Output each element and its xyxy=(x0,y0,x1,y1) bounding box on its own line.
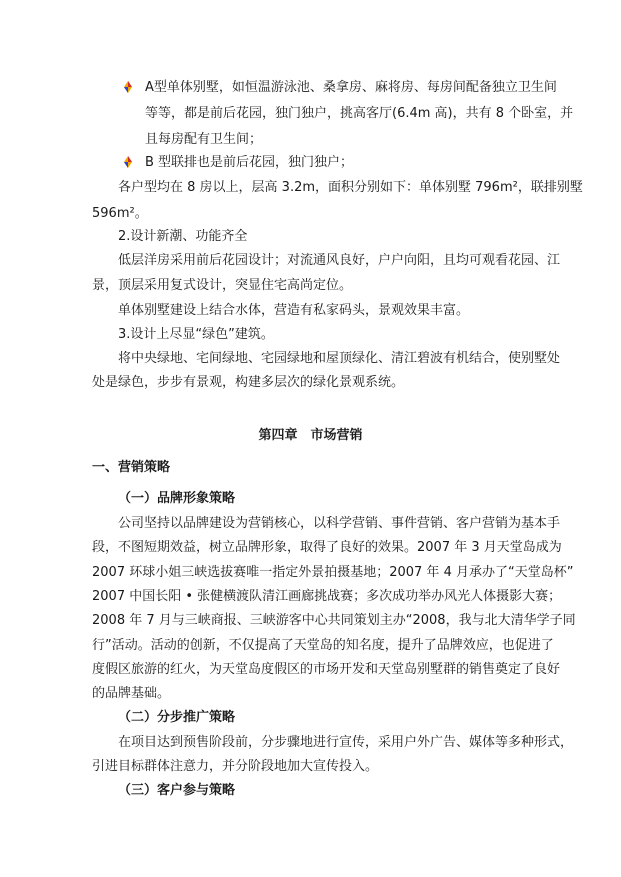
para-green-line-2: 处是绿色，步步有景观，构建多层次的绿化景观系统。 xyxy=(92,375,405,390)
para-brand-line-5: 2008 年 7 月与三峡商报、三峡游客中心共同策划主办“2008，我与北大清华学子同 xyxy=(92,613,576,628)
para-green-line-1: 将中央绿地、宅间绿地、宅园绿地和屋顶绿化、清江碧波有机结合，使别墅处 xyxy=(118,351,561,366)
para-brand-line-2: 段，不图短期效益，树立品牌形象，取得了良好的效果。2007 年 3 月天堂岛成为 xyxy=(92,540,562,555)
para-brand-line-8: 的品牌基础。 xyxy=(92,686,171,701)
item-2-title: 2.设计新潮、功能齐全 xyxy=(118,229,248,244)
bullet-a-line-1: A型单体别墅，如恒温游泳池、桑拿房、麻将房、每房间配备独立卫生间 xyxy=(145,80,557,95)
bullet-a-line-3: 且每房配有卫生间； xyxy=(145,132,263,147)
diamond-bullet-icon xyxy=(122,156,134,168)
chapter-title: 第四章 市场营销 xyxy=(258,428,363,443)
para-promo-line-1: 在项目达到预售阶段前，分步骤地进行宣传，采用户外广告、媒体等多种形式， xyxy=(118,735,574,750)
para-design-line-1: 低层洋房采用前后花园设计；对流通风良好，户户向阳，且均可观看花园、江 xyxy=(118,253,561,268)
para-area-line-2: 596m²。 xyxy=(92,206,148,221)
para-design-line-2: 景，顶层采用复式设计，突显住宅高尚定位。 xyxy=(92,278,353,293)
para-brand-line-3: 2007 环球小姐三峡选拔赛唯一指定外景拍摄基地；2007 年 4 月承办了“天堂岛杯” xyxy=(92,565,574,580)
item-3-title: 3.设计上尽显“绿色”建筑。 xyxy=(118,327,274,342)
para-brand-line-1: 公司坚持以品牌建设为营销核心，以科学营销、事件营销、客户营销为基本手 xyxy=(118,516,561,531)
para-promo-line-2: 引进目标群体注意力，并分阶段地加大宣传投入。 xyxy=(92,759,379,774)
bullet-a-line-2: 等等，都是前后花园，独门独户，挑高客厅(6.4m 高)，共有 8 个卧室，并 xyxy=(145,106,574,121)
bullet-b-line-1: B 型联排也是前后花园，独门独户； xyxy=(145,155,354,170)
diamond-bullet-icon xyxy=(122,81,134,93)
sub-3-title: （三）客户参与策略 xyxy=(118,783,236,798)
section-1-title: 一、营销策略 xyxy=(92,460,171,475)
para-villa-line-1: 单体别墅建设上结合水体，营造有私家码头，景观效果丰富。 xyxy=(118,303,470,318)
para-brand-line-7: 度假区旅游的红火，为天堂岛度假区的市场开发和天堂岛别墅群的销售奠定了良好 xyxy=(92,662,561,677)
sub-1-title: （一）品牌形象策略 xyxy=(118,491,236,506)
para-area-line-1: 各户型均在 8 房以上，层高 3.2m，面积分别如下：单体别墅 796m²，联排别墅 xyxy=(118,180,583,195)
sub-2-title: （二）分步推广策略 xyxy=(118,710,236,725)
para-brand-line-4: 2007 中国长阳 • 张健横渡队清江画廊挑战赛；多次成功举办风光人体摄影大赛； xyxy=(92,589,562,604)
para-brand-line-6: 行”活动。活动的创新，不仅提高了天堂岛的知名度，提升了品牌效应，也促进了 xyxy=(92,638,554,653)
